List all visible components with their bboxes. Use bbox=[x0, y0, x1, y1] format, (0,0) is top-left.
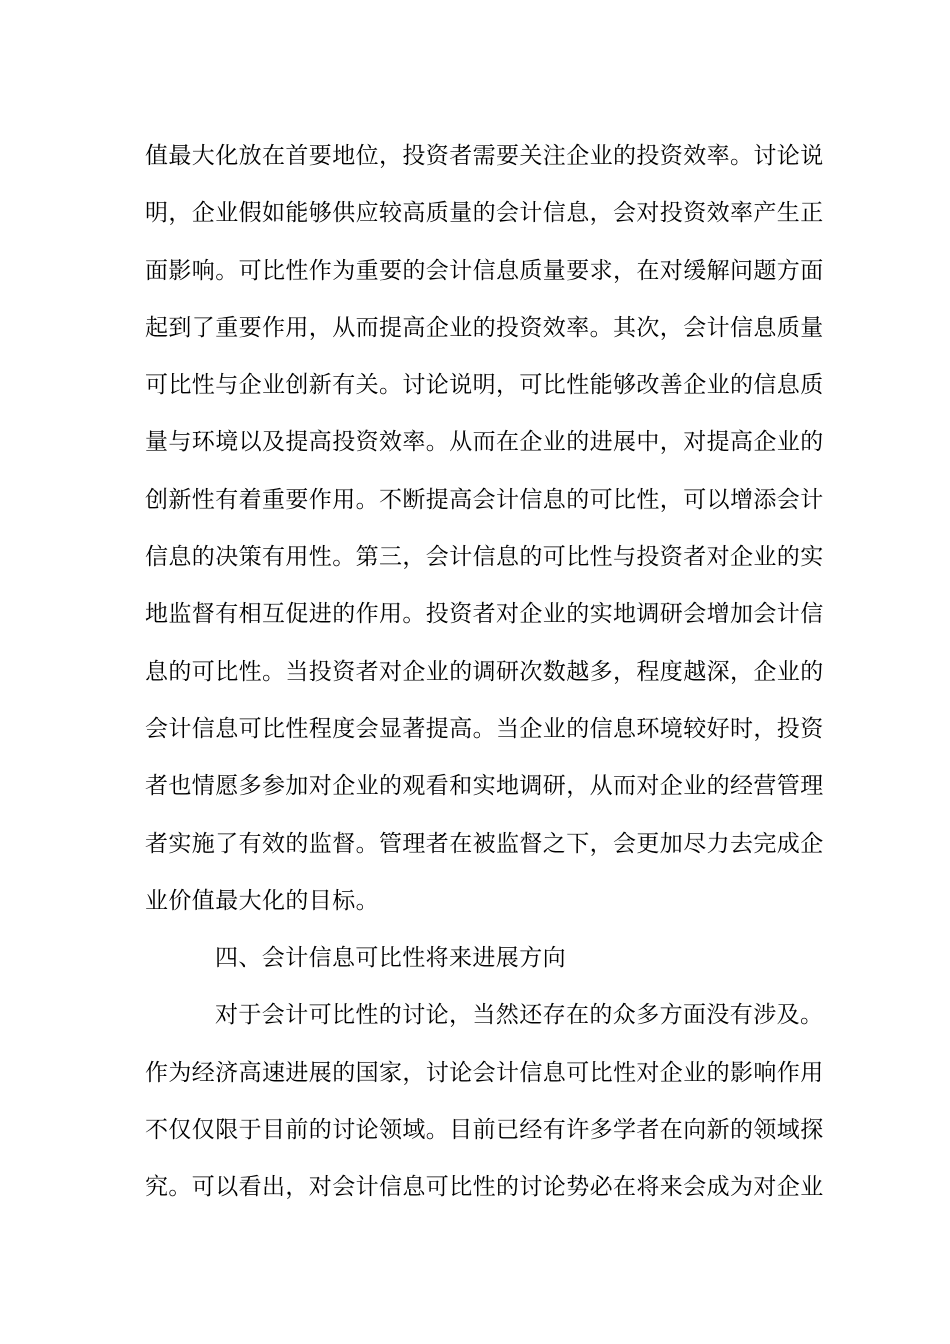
text-line: 起到了重要作用，从而提高企业的投资效率。其次，会计信息质量 bbox=[145, 314, 824, 341]
section-heading: 四、会计信息可比性将来进展方向 bbox=[215, 945, 566, 972]
text-line: 会计信息可比性程度会显著提高。当企业的信息环境较好时，投资 bbox=[145, 715, 824, 742]
text-line: 者也情愿多参加对企业的观看和实地调研，从而对企业的经营管理 bbox=[145, 773, 824, 800]
text-line: 作为经济高速进展的国家，讨论会计信息可比性对企业的影响作用 bbox=[145, 1059, 824, 1086]
text-line: 信息的决策有用性。第三，会计信息的可比性与投资者对企业的实 bbox=[145, 544, 824, 571]
text-line: 面影响。可比性作为重要的会计信息质量要求，在对缓解问题方面 bbox=[145, 257, 824, 284]
text-line: 者实施了有效的监督。管理者在被监督之下，会更加尽力去完成企 bbox=[145, 830, 824, 857]
text-line: 究。可以看出，对会计信息可比性的讨论势必在将来会成为对企业 bbox=[145, 1174, 824, 1201]
text-line: 创新性有着重要作用。不断提高会计信息的可比性，可以增添会计 bbox=[145, 486, 824, 513]
document-body bbox=[145, 128, 824, 1217]
text-line: 不仅仅限于目前的讨论领域。目前已经有许多学者在向新的领域探 bbox=[145, 1117, 824, 1144]
text-line: 量与环境以及提高投资效率。从而在企业的进展中，对提高企业的 bbox=[145, 429, 824, 456]
text-line: 可比性与企业创新有关。讨论说明，可比性能够改善企业的信息质 bbox=[145, 372, 824, 399]
paragraph-2 bbox=[145, 987, 824, 1216]
text-line: 对于会计可比性的讨论，当然还存在的众多方面没有涉及。 bbox=[215, 1002, 824, 1029]
text-line: 地监督有相互促进的作用。投资者对企业的实地调研会增加会计信 bbox=[145, 601, 824, 628]
text-line: 业价值最大化的目标。 bbox=[145, 887, 379, 914]
text-line: 明，企业假如能够供应较高质量的会计信息，会对投资效率产生正 bbox=[145, 200, 824, 227]
text-line: 值最大化放在首要地位，投资者需要关注企业的投资效率。讨论说 bbox=[145, 143, 824, 169]
text-line: 息的可比性。当投资者对企业的调研次数越多，程度越深，企业的 bbox=[145, 658, 824, 685]
paragraph-1 bbox=[145, 128, 824, 930]
